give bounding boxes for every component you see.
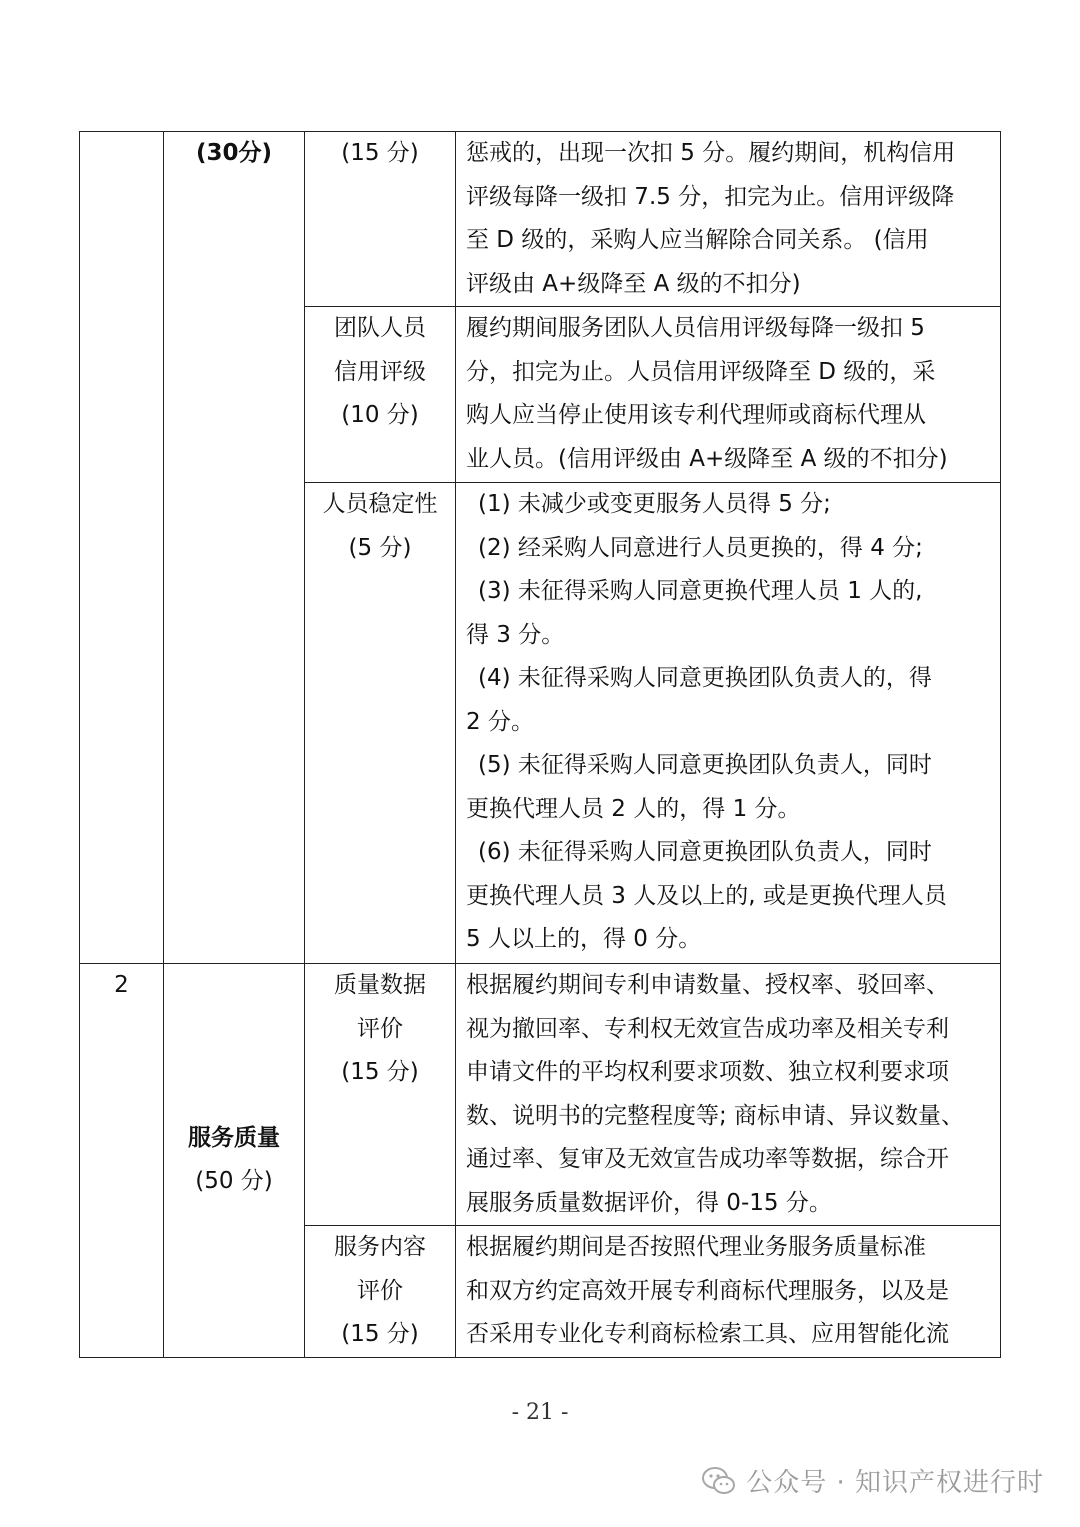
row-number: 2 <box>114 972 129 998</box>
category-score: (50 分) <box>195 1168 273 1195</box>
row-number-cell <box>80 132 164 964</box>
desc-line: (3) 未征得采购人同意更换代理人员 1 人的, <box>478 578 923 604</box>
item-label: (15 分) <box>341 1321 419 1347</box>
item-label: (15 分) <box>341 140 419 166</box>
desc-cell <box>456 483 1001 964</box>
desc-line: (4) 未征得采购人同意更换团队负责人的，得 <box>478 665 932 691</box>
wechat-icon <box>702 1466 736 1496</box>
desc-line: 数、说明书的完整程度等; 商标申请、异议数量、 <box>466 1102 965 1129</box>
desc-line: 更换代理人员 3 人及以上的, 或是更换代理人员 <box>466 882 947 909</box>
desc-line: (5) 未征得采购人同意更换团队负责人，同时 <box>478 752 932 778</box>
desc-line: 购人应当停止使用该专利代理师或商标代理从 <box>466 402 926 428</box>
item-label: 评价 <box>357 1015 403 1042</box>
item-cell <box>305 964 456 1226</box>
table-row <box>80 964 1001 1226</box>
desc-line: 至 D 级的，采购人应当解除合同关系。 (信用 <box>466 227 929 253</box>
desc-line: 申请文件的平均权利要求项数、独立权利要求项 <box>466 1059 949 1085</box>
desc-line: 更换代理人员 2 人的，得 1 分。 <box>466 795 801 822</box>
desc-line: 视为撤回率、专利权无效宣告成功率及相关专利 <box>466 1015 949 1042</box>
desc-line: 评级每降一级扣 7.5 分，扣完为止。信用评级降 <box>466 183 955 210</box>
table-row <box>80 132 1001 307</box>
desc-line: 根据履约期间专利申请数量、授权率、驳回率、 <box>466 972 949 998</box>
item-cell <box>305 132 456 307</box>
item-label: 服务内容 <box>334 1234 426 1260</box>
desc-line: 根据履约期间是否按照代理业务服务质量标准 <box>466 1234 926 1260</box>
desc-cell <box>456 307 1001 483</box>
item-cell <box>305 1226 456 1358</box>
desc-line: 履约期间服务团队人员信用评级每降一级扣 5 <box>466 315 925 341</box>
item-label: 团队人员 <box>334 315 426 341</box>
item-label: 质量数据 <box>334 972 426 998</box>
desc-line: 2 分。 <box>466 708 534 735</box>
desc-line: 否采用专业化专利商标检索工具、应用智能化流 <box>466 1321 949 1347</box>
desc-line: 业人员。(信用评级由 A+级降至 A 级的不扣分) <box>466 445 948 472</box>
desc-line: (1) 未减少或变更服务人员得 5 分; <box>478 491 831 517</box>
item-label: (5 分) <box>348 534 412 561</box>
desc-line: 展服务质量数据评价，得 0-15 分。 <box>466 1189 832 1216</box>
desc-cell <box>456 964 1001 1226</box>
desc-cell <box>456 132 1001 307</box>
category-cell <box>164 132 305 964</box>
scoring-table <box>79 131 1001 1358</box>
watermark <box>702 1462 1044 1499</box>
desc-line: 通过率、复审及无效宣告成功率等数据，综合开 <box>466 1146 949 1172</box>
desc-line: 惩戒的，出现一次扣 5 分。履约期间，机构信用 <box>466 140 956 166</box>
desc-line: (2) 经采购人同意进行人员更换的，得 4 分; <box>478 534 923 561</box>
desc-line: 评级由 A+级降至 A 级的不扣分) <box>466 270 801 297</box>
item-label: (15 分) <box>341 1059 419 1085</box>
item-cell <box>305 307 456 483</box>
desc-line: 得 3 分。 <box>466 621 565 648</box>
item-cell <box>305 483 456 964</box>
item-label: 信用评级 <box>334 358 426 385</box>
page-number: - 21 - <box>511 1400 569 1425</box>
item-label: 人员稳定性 <box>322 491 438 517</box>
category-score: (30分) <box>195 140 273 166</box>
item-label: (10 分) <box>341 402 419 428</box>
desc-line: 和双方约定高效开展专利商标代理服务，以及是 <box>466 1277 949 1304</box>
category-cell <box>164 964 305 1358</box>
desc-line: 5 人以上的，得 0 分。 <box>466 926 702 952</box>
row-number-cell <box>80 964 164 1358</box>
desc-cell <box>456 1226 1001 1358</box>
watermark-text: 公众号 · 知识产权进行时 <box>746 1468 1044 1498</box>
item-label: 评价 <box>357 1277 403 1304</box>
desc-line: 分，扣完为止。人员信用评级降至 D 级的，采 <box>466 358 936 385</box>
category-title: 服务质量 <box>188 1124 280 1151</box>
desc-line: (6) 未征得采购人同意更换团队负责人，同时 <box>478 839 932 865</box>
